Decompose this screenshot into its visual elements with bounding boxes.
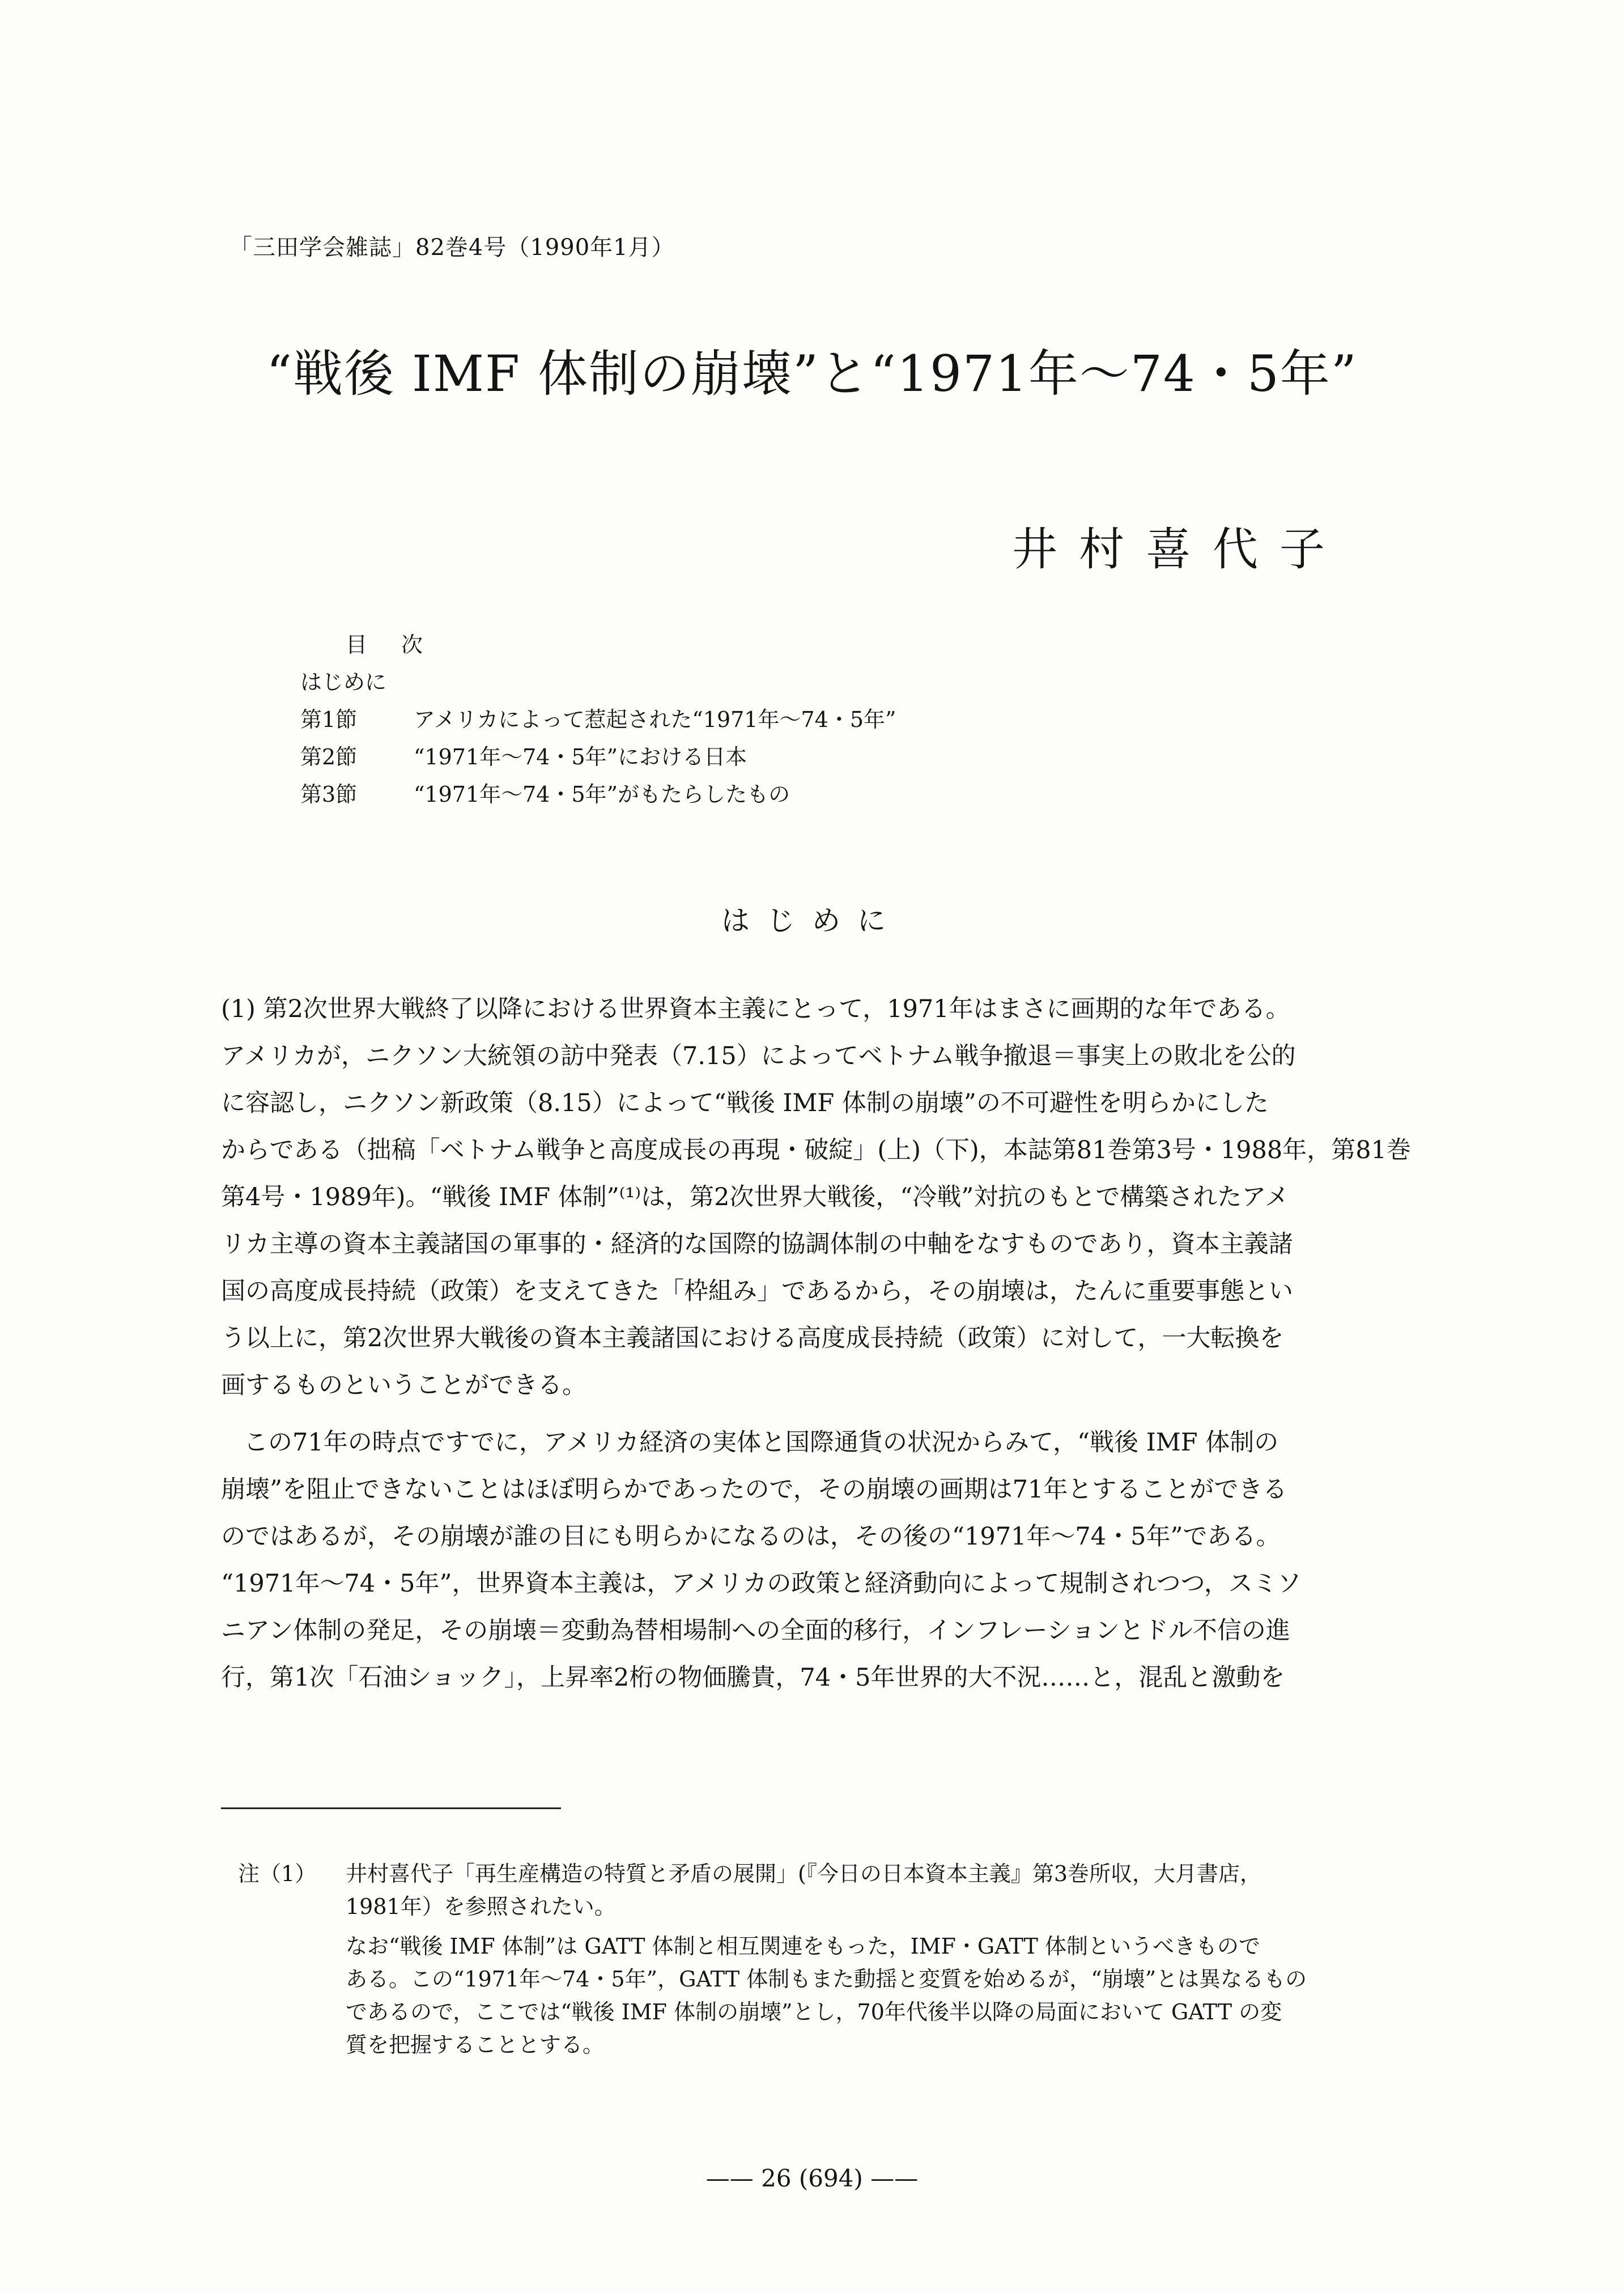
footnote-continuation: なお“戦後 IMF 体制”は GATT 体制と相互関連をもった，IMF・GATT 体制というべきもので ある。この“1971年〜74・5年”，GATT 体制もまた動揺と変質を始めるが，“崩壊”とは異なるもの であるので，ここでは“戦後 IMF 体制の崩壊”とし，70年代後半以降の局面において GATT の変 質を把握することとする。 — [346, 1934, 1307, 2057]
table-of-contents — [300, 626, 896, 813]
toc-item — [300, 738, 896, 776]
paragraph: (1) 第2次世界大戦終了以降における世界資本主義にとって，1971年はまさに画期的な年である。 アメリカが，ニクソン大統領の訪中発表（7.15）によってベトナム戦争撤退＝事実上の敗北を公的 に容認し，ニクソン新政策（8.15）によって“戦後 IMF 体制の崩壊”の不可避性を明らかにした からである（拙稿「ベトナム戦争と高度成長の再現・破綻」(上)（下)，本誌第81巻第3号・1988年，第81巻 第4号・1989年)。“戦後 IMF 体制”⁽¹⁾は，第2次世界大戦後，“冷戦”対抗のもとで構築されたアメ リカ主導の資本主義諸国の軍事的・経済的な国際的協調体制の中軸をなすものであり，資本主義諸 国の高度成長持続（政策）を支えてきた「枠組み」であるから，その崩壊は，たんに重要事態とい う以上に，第2次世界大戦後の資本主義諸国における高度成長持続（政策）に対して，一大転換を 画するものということができる。 — [221, 995, 1411, 1399]
footnote — [238, 1824, 1417, 1923]
footnotes — [238, 1824, 1417, 2061]
toc-section-title: “1971年〜74・5年”における日本 — [414, 745, 747, 769]
footnote-divider — [221, 1807, 561, 1809]
footnote-text: 井村喜代子「再生産構造の特質と矛盾の展開」(『今日の日本資本主義』第3巻所収，大月書店， 1981年）を参照されたい。 — [346, 1861, 1262, 1919]
toc-heading: 目次 — [346, 632, 457, 657]
toc-section-title: アメリカによって惹起された“1971年〜74・5年” — [414, 707, 896, 732]
toc-section-title: “1971年〜74・5年”がもたらしたもの — [414, 782, 790, 807]
toc-item — [300, 776, 896, 813]
toc-intro: はじめに — [300, 670, 387, 695]
journal-header: 「三田学会雑誌」82巻4号（1990年1月） — [229, 235, 675, 261]
author-name: 井村喜代子 — [1012, 523, 1346, 576]
footnote-label: 注（1） — [238, 1861, 317, 1886]
section-heading: はじめに — [721, 904, 903, 937]
body-text — [221, 986, 1411, 1701]
toc-section-number: 第2節 — [300, 745, 358, 769]
toc-item — [300, 701, 896, 738]
toc-section-number: 第3節 — [300, 782, 358, 807]
page-number: —— 26 (694) —— — [705, 2164, 919, 2192]
paragraph: この71年の時点ですでに，アメリカ経済の実体と国際通貨の状況からみて，“戦後 IMF 体制の 崩壊”を阻止できないことはほぼ明らかであったので，その崩壊の画期は71年とすることができる のではあるが，その崩壊が誰の目にも明らかになるのは，その後の“1971年〜74・5年”である。 “1971年〜74・5年”，世界資本主義は，アメリカの政策と経済動向によって規制されつつ，スミソ ニアン体制の発足，その崩壊＝変動為替相場制への全面的移行，インフレーションとドル不信の進 行，第1次「石油ショック」，上昇率2桁の物価騰貴，74・5年世界的大不況……と，混乱と激動を — [221, 1428, 1302, 1692]
article-title: “戦後 IMF 体制の崩壊”と“1971年〜74・5年” — [266, 344, 1358, 403]
toc-section-number: 第1節 — [300, 707, 358, 732]
